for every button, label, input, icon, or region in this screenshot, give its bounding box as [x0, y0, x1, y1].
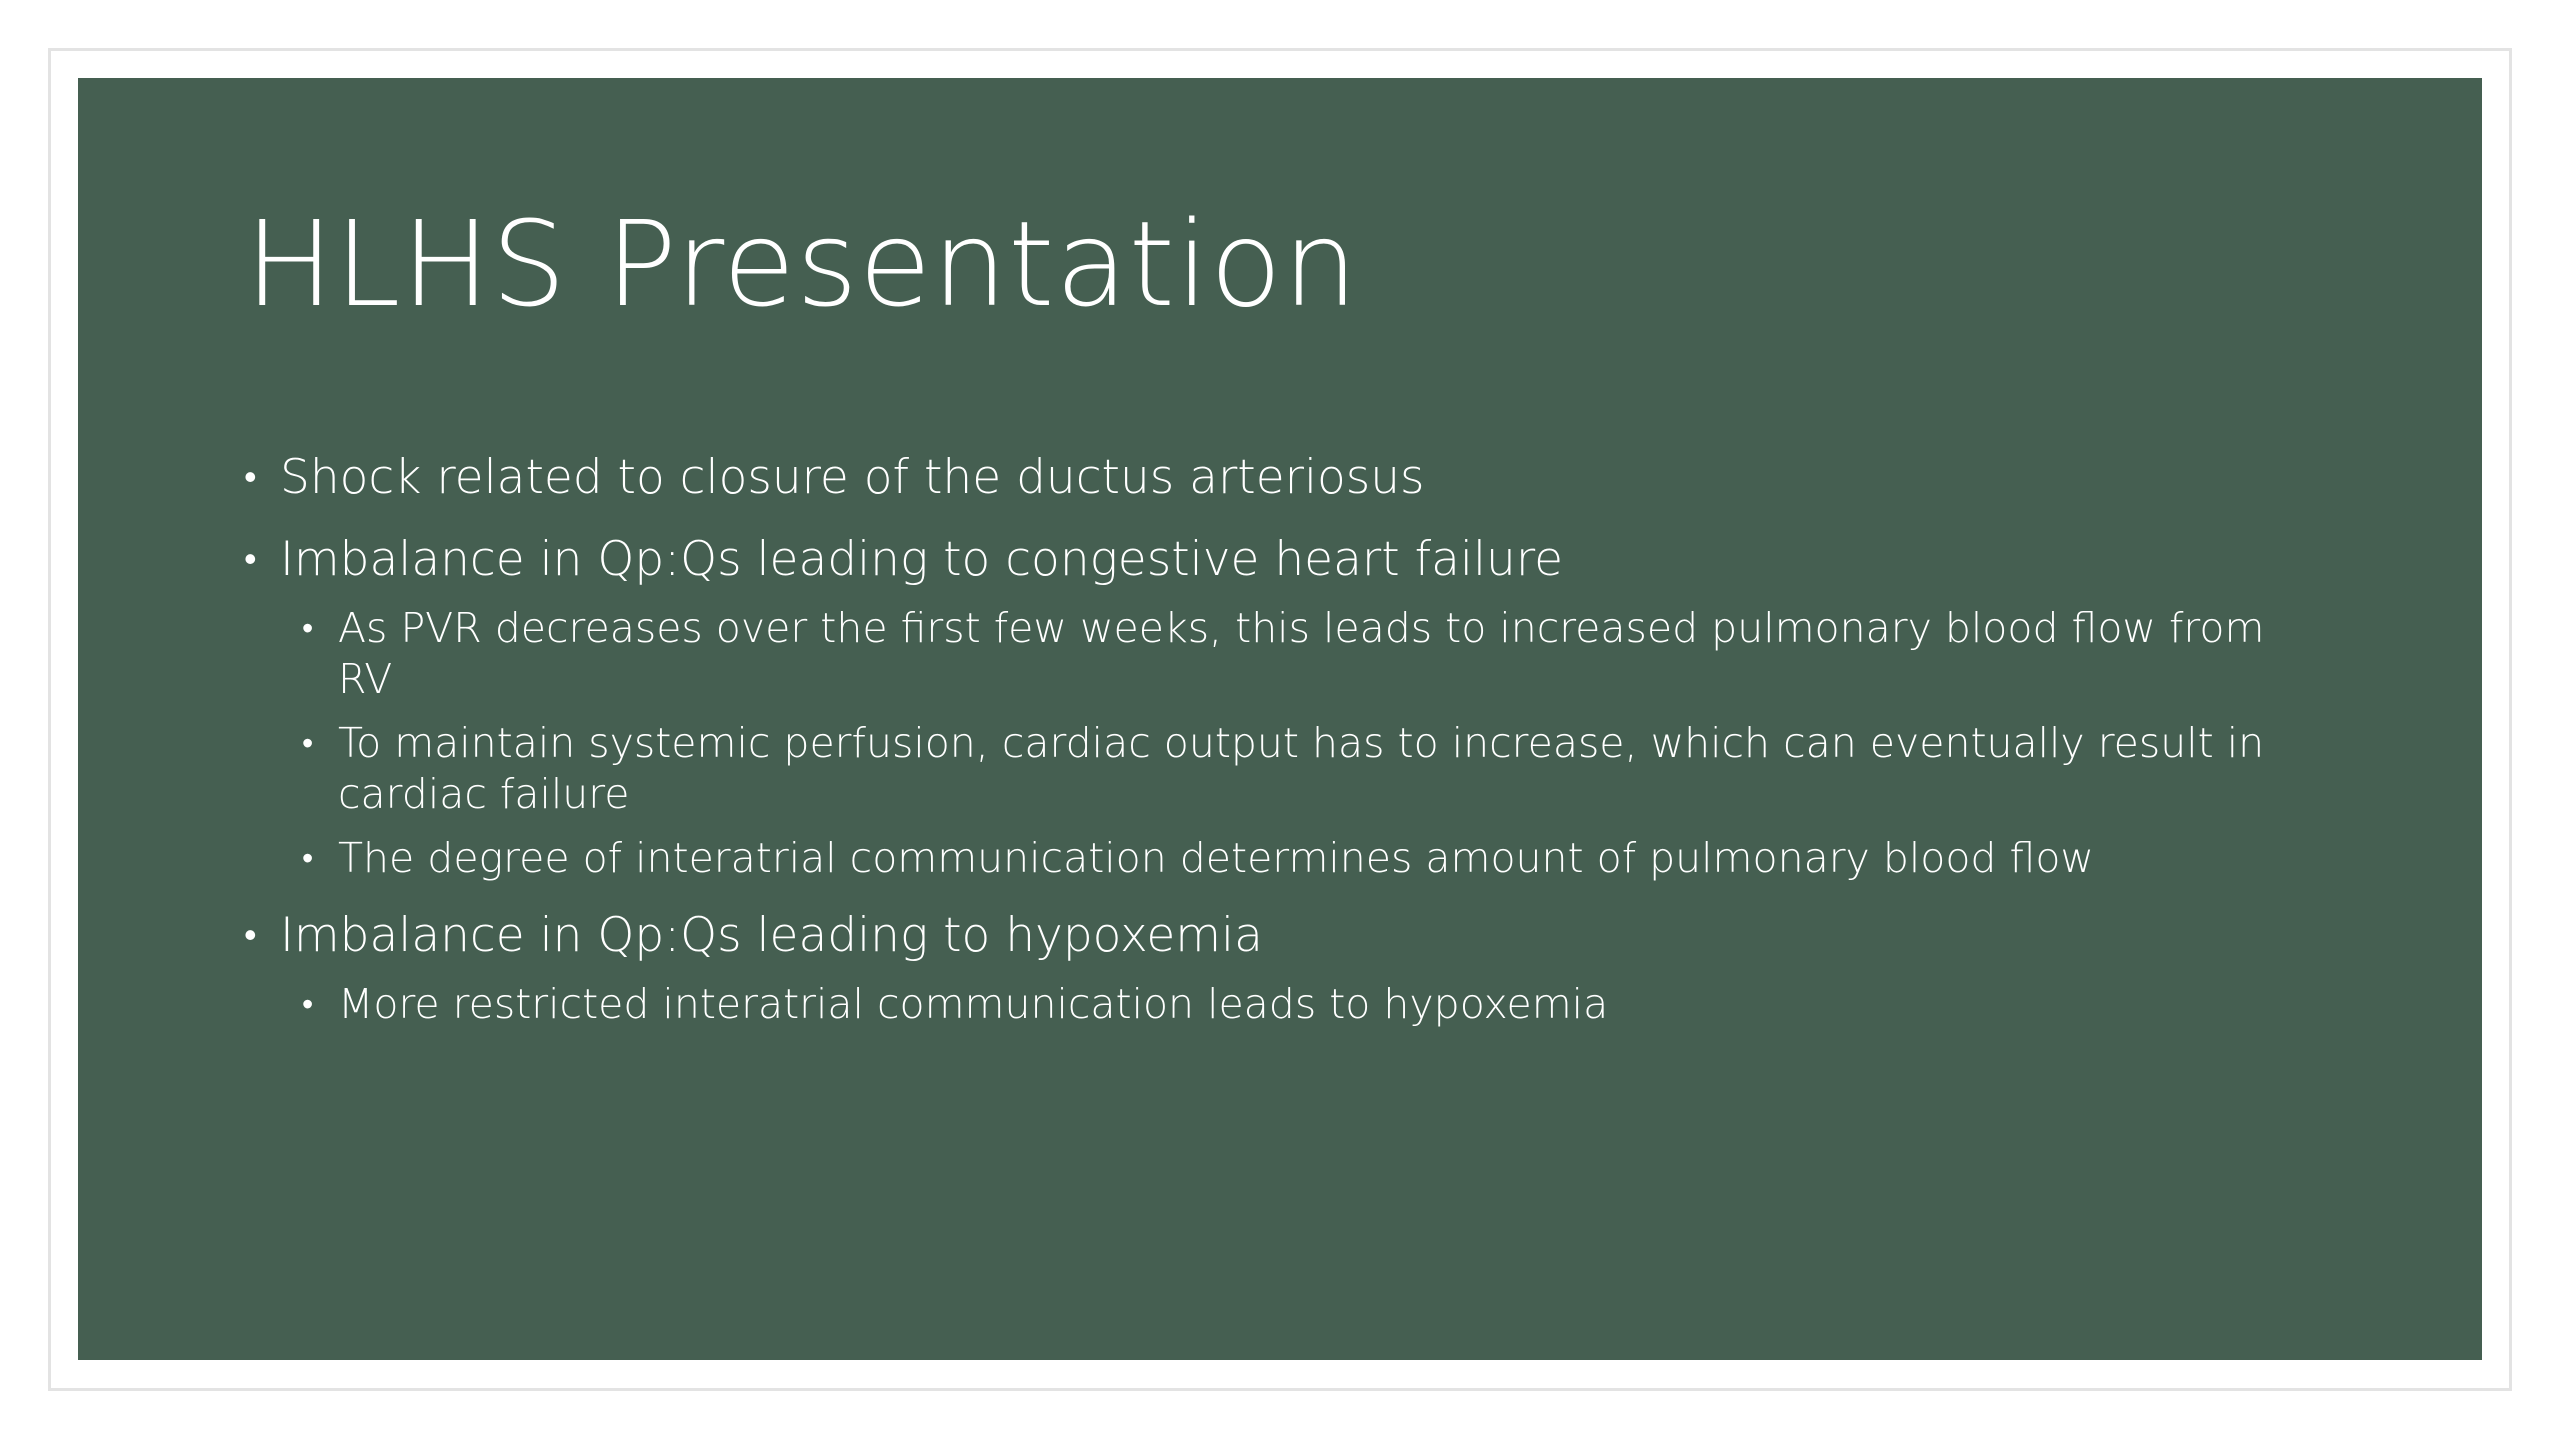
bullet-dot-icon: • — [302, 724, 314, 762]
bullet-text: Shock related to closure of the ductus arteriosus — [280, 450, 1425, 505]
bullet-item — [244, 448, 2364, 508]
sub-bullet-item — [302, 833, 2288, 884]
slide-content — [244, 448, 2364, 1030]
sub-bullet-text: The degree of interatrial communication determines amount of pulmonary blood flow — [338, 834, 2094, 882]
sub-bullet-item — [302, 718, 2288, 820]
bullet-dot-icon: • — [244, 457, 257, 498]
bullet-item — [244, 530, 2364, 590]
slide[interactable] — [78, 78, 2482, 1360]
bullet-dot-icon: • — [302, 985, 314, 1023]
bullet-dot-icon: • — [244, 915, 257, 956]
bullet-dot-icon: • — [302, 609, 314, 647]
bullet-dot-icon: • — [244, 539, 257, 580]
bullet-text: Imbalance in Qp:Qs leading to congestive heart failure — [280, 532, 1564, 587]
bullet-dot-icon: • — [302, 839, 314, 877]
sub-bullet-item — [302, 979, 2288, 1030]
sub-bullet-text: To maintain systemic perfusion, cardiac output has to increase, which can eventually result in cardiac failure — [338, 719, 2265, 818]
sub-bullet-item — [302, 603, 2288, 705]
slide-title: HLHS Presentation — [245, 195, 1359, 333]
bullet-item — [244, 906, 2364, 966]
sub-bullet-text: More restricted interatrial communication leads to hypoxemia — [338, 980, 1609, 1028]
bullet-text: Imbalance in Qp:Qs leading to hypoxemia — [280, 908, 1263, 963]
sub-bullet-text: As PVR decreases over the first few weeks, this leads to increased pulmonary blood flow from RV — [338, 604, 2265, 703]
